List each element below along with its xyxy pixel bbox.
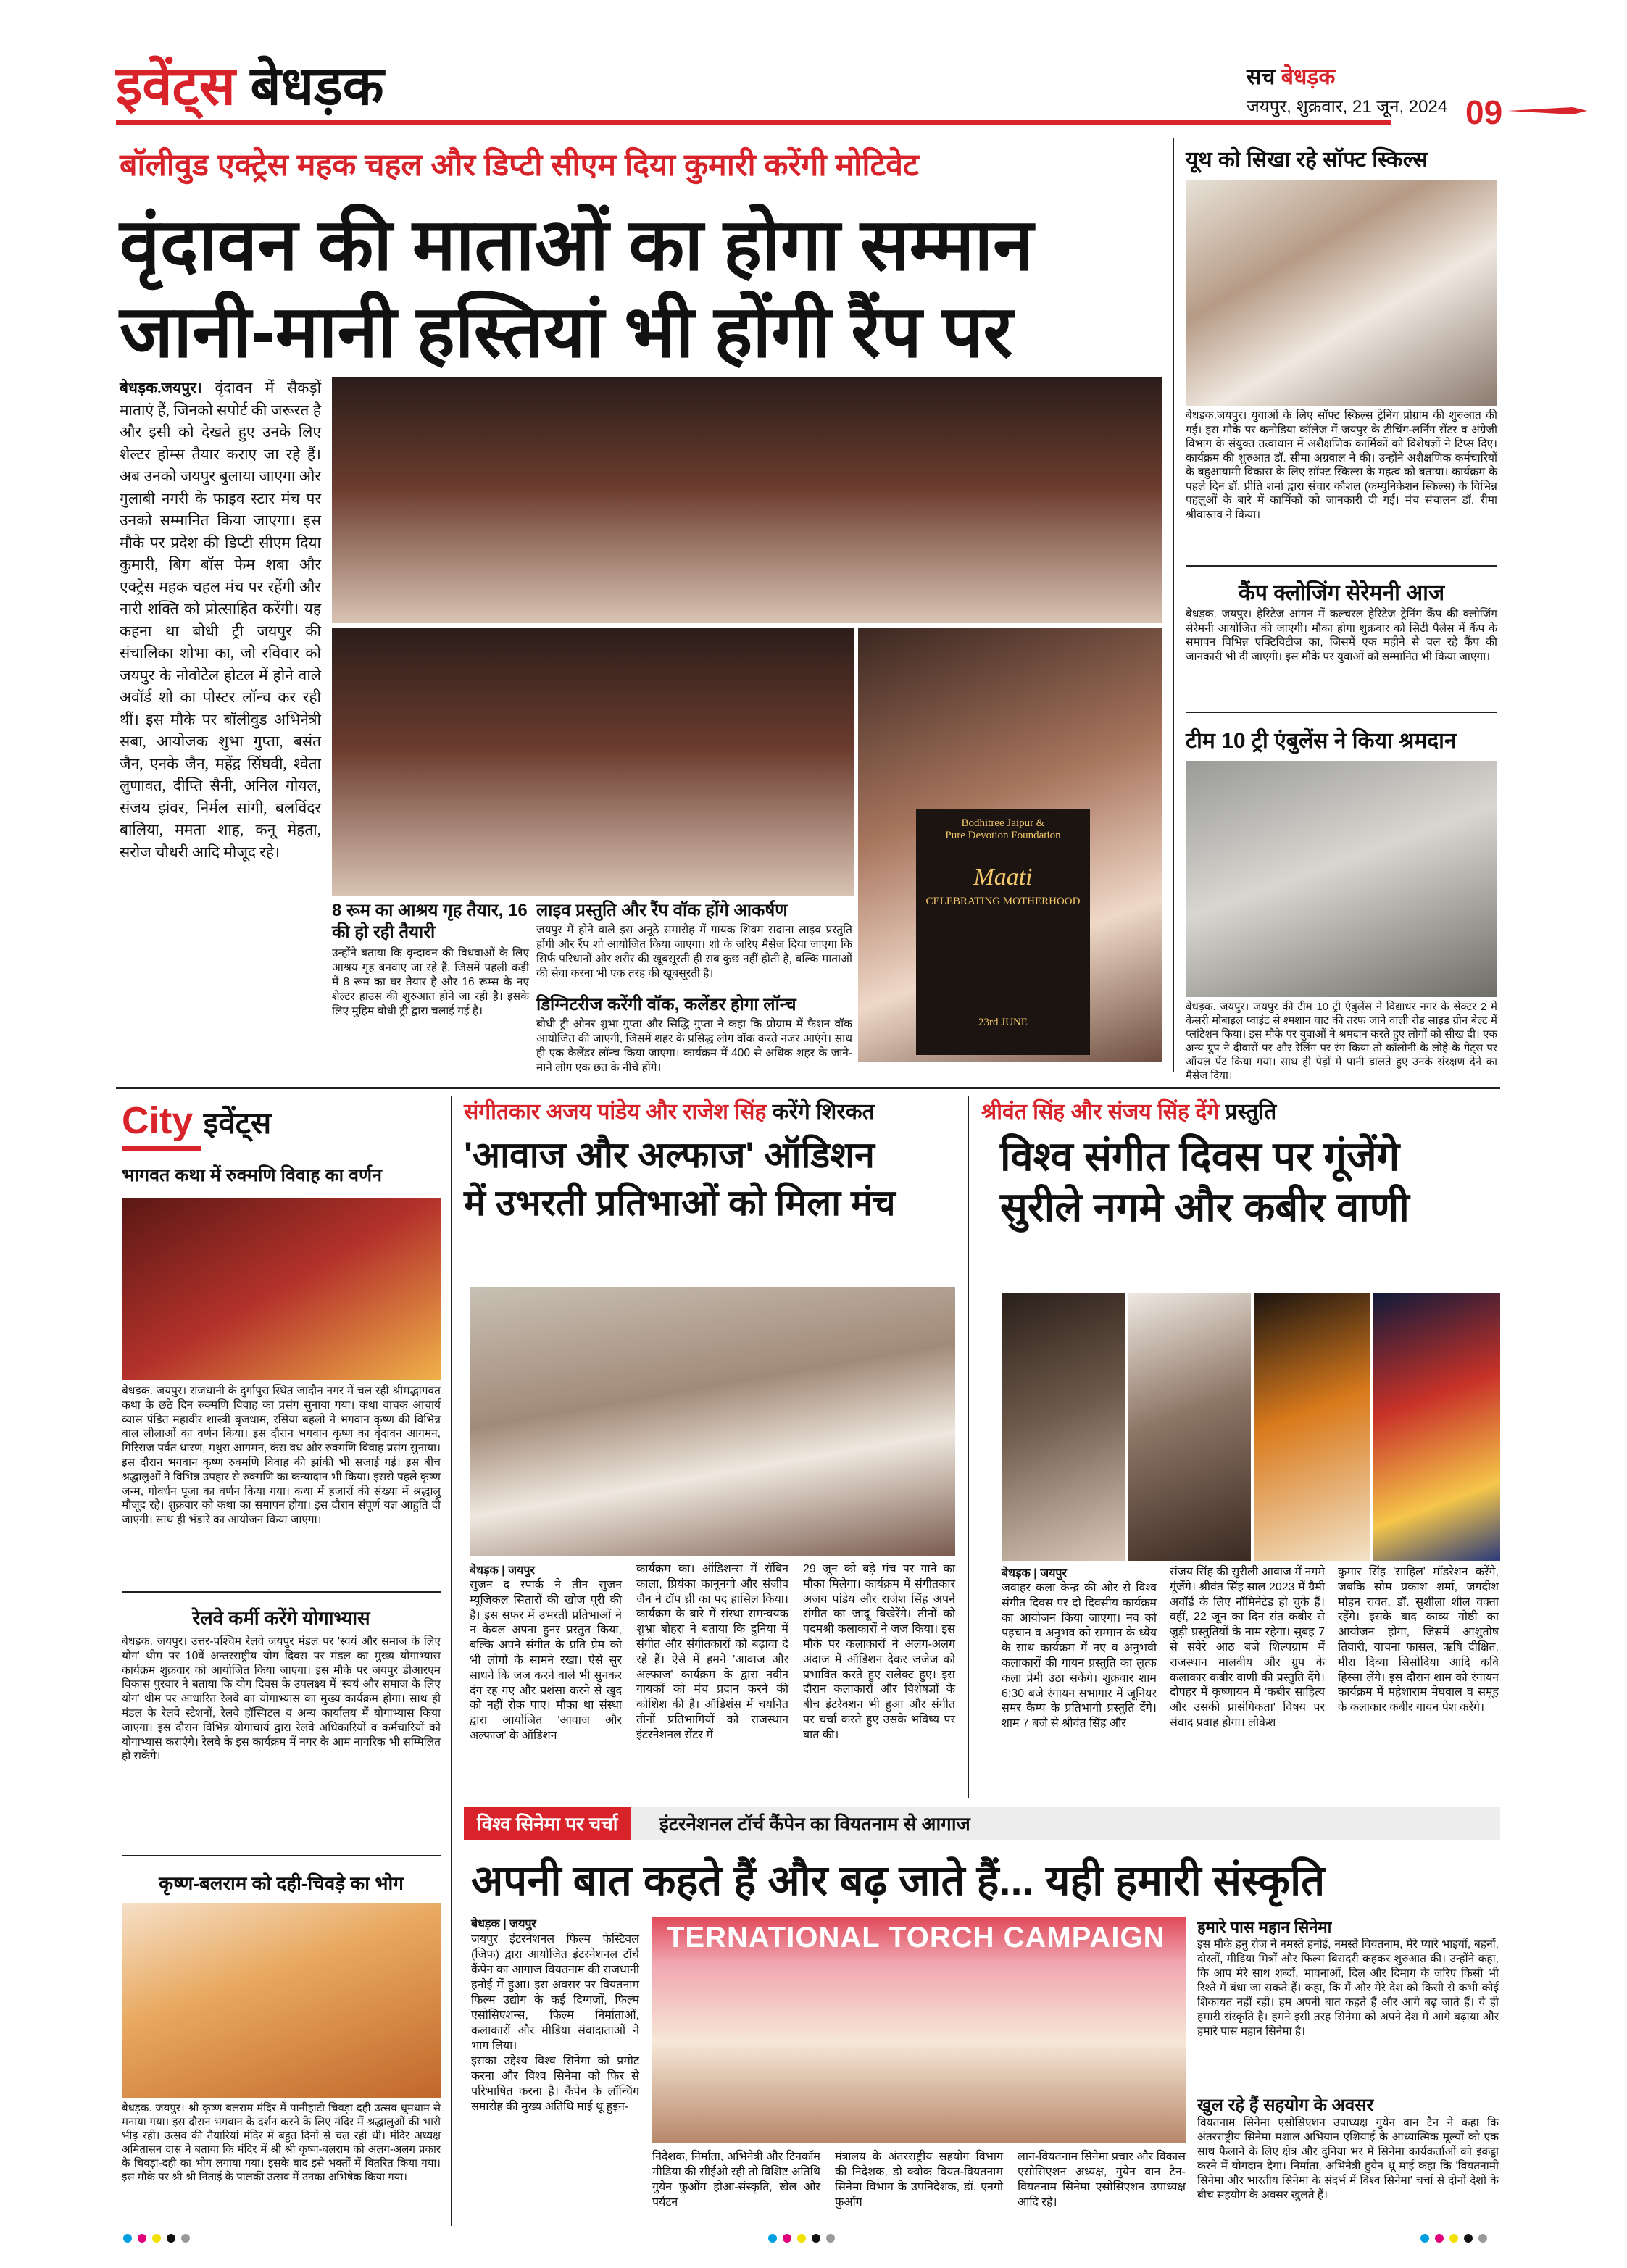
sidebar-story3-head: टीम 10 ट्री एंबुलेंस ने किया श्रमदान — [1186, 729, 1457, 753]
city-rule-2 — [122, 1855, 441, 1856]
city-story3-head: कृष्ण-बलराम को दही-चिवड़े का भोग — [159, 1872, 404, 1894]
audition-headline-line1: 'आवाज और अल्फाज' ऑडिशन — [464, 1135, 875, 1175]
lead-body: बेधड़क.जयपुर। वृंदावन में सैकड़ों माताएं हैं, जिनको सपोर्ट की जरूरत है और इसी को देखते हुए उनके लिए शेल्टर होम्स तैयार कराए जा रहे हैं। अब उनको जयपुर बुलाया जाएगा और गुलाबी नगरी के फाइव स्टार मंच पर उनको सम्मानित किया जाएगा। इस मौके पर प्रदेश की डिप्टी सीएम दिया कुमारी, बिग बॉस फेम शबा और एक्ट्रेस महक चहल मंच पर रहेंगी और नारी शक्ति को प्रोत्साहित करेंगी। यह कहना था बोधी ट्री जयपुर की संचालिका शोभा का, जो रविवार को जयपुर के नोवोटेल होटल में होने वाले अवॉर्ड शो का पोस्टर लॉन्च कर रही थीं। इस मौके पर बॉलीवुड अभिनेत्री सबा, आयोजक शुभा गुप्ता, बसंत जैन, एनके जैन, महेंद्र सिंघवी, श्वेता लुणावत, दीप्ति सैनी, अनिल गोयल, संजय झंवर, निर्मल सांगी, बलविंदर बालिया, ममता शाह, कनू मेहता, सरोज चौधरी आदि मौजूद रहे। — [120, 379, 322, 861]
city-divider — [451, 1096, 452, 2226]
cinema-strip — [464, 1807, 1500, 1840]
city-logo: City इवेंट्स — [122, 1100, 272, 1142]
sidebar-story3-body: बेधड़क. जयपुर। जयपुर की टीम 10 ट्री एंबुलेंस ने विद्याधर नगर के सेक्टर 2 में केसरी मोबाइल प्वाइंट से श्मशान घाट की तरफ जाने वाली रोड साइड ग्रीन बेल्ट में प्लांटेशन किया। इस मौके पर युवाओं ने श्रमदान करते हुए लोगों को सीख दी। एक अन्य ग्रुप ने दीवारों पर और रेलिंग पर रंग किया तो कॉलोनी के लोहे के गेट्स पर ऑयल पेंट किया गया। साथ ही पेड़ों में पानी डालते हुए उनके संरक्षण देने का मैसेज दिया। — [1186, 1001, 1497, 1082]
city-photo-bhog — [122, 1903, 441, 2098]
lead-headline-line2: जानी-मानी हस्तियां भी होंगी रैंप पर — [120, 291, 1013, 372]
section-title-part-b: बेधड़क — [250, 56, 384, 116]
audition-photo-group — [470, 1287, 955, 1556]
cinema-side-head-1: हमारे पास महान सिनेमा — [1197, 1918, 1332, 1936]
reg-dot-yellow — [152, 2234, 161, 2243]
cinema-side-body-1: इस मौके हनु रोज ने नमस्ते हनोई, नमस्ते वियतनाम, मेरे प्यारे भाइयों, बहनों, दोस्तों, मीडिया मित्रों और फिल्म बिरादरी कहकर शुरुआत की। उन्होंने कहा, कि आप मेरे साथ शब्दों, भावनाओं, दिल और दिमाग के जरिए किसी भी रिश्ते में बंधा जा सकते हैं। कहा, कि मैं और मेरे देश को किसी से कभी कोई शिकायत नहीं रही। हम अपनी बात कहते हैं और आगे बढ़ जाते हैं। ये ही हमारी संस्कृति है। हमने इसी तरह सिनेमा को अपने देश में आगे बढ़ाया और हमारे पास महान सिनेमा है। — [1197, 1938, 1499, 2038]
reg-dot-magenta — [138, 2234, 146, 2243]
cinema-body-col1b: इसका उद्देश्य विश्व सिनेमा को प्रमोट करना और विश्व सिनेमा को फिर से परिभाषित करना है। कैंपेन के लॉन्चिंग समारोह की मुख्य अतिथि माई थू हुइन- — [471, 2055, 639, 2113]
sidebar-rule-2 — [1186, 712, 1497, 713]
cinema-body-col3: मंत्रालय के अंतरराष्ट्रीय सहयोग विभाग की निदेशक, डो क्वोक वियत-वियतनाम सिनेमा विभाग के उपनिदेशक, डॉ. एनगो फुओंग — [835, 2151, 1003, 2209]
brand-name: सच बेधड़क — [1247, 65, 1336, 89]
sidebar-photo-cleanup — [1186, 761, 1497, 997]
audition-dateline: बेधड़क | जयपुर — [470, 1564, 535, 1577]
registration-marks-right — [1420, 2232, 1493, 2246]
dateline: जयपुर, शुक्रवार, 21 जून, 2024 — [1247, 97, 1448, 117]
cinema-side-body-2: वियतनाम सिनेमा एसोसिएशन उपाध्यक्ष गुयेन वान टैन ने कहा कि अंतरराष्ट्रीय सिनेमा मशाल अभियान एशियाई के आध्यात्मिक मूल्यों को एक साथ फैलाने के लिए क्षेत्र और दुनिया भर में सिनेमा कार्यकर्ताओं को इकट्ठा करने में योगदान देगा। निर्माता, अभिनेत्री हुयेन थू माई कहा कि 'वियतनामी सिनेमा और भारतीय सिनेमा के संदर्भ में विश्व सिनेमा' चर्चा से दोनों देशों के बीच सहयोग के अवसर खुलते हैं। — [1197, 2117, 1499, 2201]
cinema-dateline: बेधड़क | जयपुर — [471, 1918, 536, 1930]
city-story2-head: रेलवे कर्मी करेंगे योगाभ्यास — [192, 1607, 370, 1629]
sidebar-rule-1 — [1186, 565, 1497, 567]
lead-photo-group — [332, 628, 854, 896]
poster: Bodhitree Jaipur & Pure Devotion Foundation Maati CELEBRATING MOTHERHOOD 23rd JUNE — [916, 809, 1090, 1055]
city-logo-underline — [122, 1146, 201, 1151]
section-title — [116, 54, 384, 119]
audition-body-col3: 29 जून को बड़े मंच पर गाने का मौका मिलेगा। कार्यक्रम में संगीतकार अजय पांडेय और राजेश सिंह अपने संगीत का जादू बिखेरेंगे। तीनों को पदमश्री कलाकारों ने जज किया। इस मौके पर कलाकारों ने अलग-अलग अंदाज में ऑडिशन देकर जजेज को प्रभावित करते हुए सलेक्ट हुए। इस दौरान कलाकारों और विशेषज्ञों के बीच इंटरेक्शन भी हुआ और संगीत पर चर्चा करते हुए उसके भविष्य पर बात की। — [803, 1563, 955, 1741]
cinema-side-head-2: खुल रहे हैं सहयोग के अवसर — [1197, 2096, 1374, 2115]
city-story2-body: बेधड़क. जयपुर। उत्तर-पश्चिम रेलवे जयपुर मंडल पर 'स्वयं और समाज के लिए योग' थीम पर 10वें अन्तरराष्ट्रीय योग दिवस पर मंडल का मुख्य योगाभ्यास कार्यक्रम शुक्रवार को आयोजित किया जाएगा। इस मौके पर जयपुर डीआरएम विकास पुरवार ने बताया कि योग दिवस के उपलक्ष्य में 'स्वयं और समाज के लिए योग' थीम पर आधारित रेलवे का योगाभ्यास का मुख्य कार्यक्रम होगा। साथ ही मंडल के रेलवे स्टेशनों, रेलवे हॉस्पिटल व अन्य कार्यालय में योगाभ्यास किया जाएगा। इस दौरान विभिन्न योगाचार्य द्वारा रेलवे अधिकारियों व कर्मचारियों को योगाभ्यास कराएंगे। रेलवे के इस कार्यक्रम में नगर के आम नागरिक भी सम्मिलित हो सकेंगे। — [122, 1635, 441, 1763]
sidebar-story2-head: कैंप क्लोजिंग सेरेमनी आज — [1238, 581, 1445, 605]
sidebar-story2-body: बेधड़क. जयपुर। हेरिटेज आंगन में कल्चरल हेरिटेज ट्रेनिंग कैंप की क्लोजिंग सेरेमनी आयोजित की जाएगी। मौका होगा शुक्रवार को सिटी पैलेस में कैंप के समापन विभिन्न एक्टिविटीज का, जिसमें एक महीने से चल रहे कैंप की जानकारी भी दी जाएगी। इस मौके पर युवाओं को सम्मानित भी किया जाएगा। — [1186, 608, 1497, 663]
audition-body-col1: सुजन द स्पार्क ने तीन सुजन म्यूजिकल सितारों की खोज पूरी की है। इस सफर में उभरती प्रतिभाओं ने न केवल अपना हुनर प्रस्तुत किया, बल्कि अपने संगीत के प्रति प्रेम को भी लोगों के सामने रखा। ऐसे सुर साधने कि जज करने वाले भी सुनकर दंग रह गए और प्रशंसा करने से खुद को नहीं रोक पाए। मौका था संस्था द्वारा आयोजित 'आवाज और अल्फाज' के ऑडिशन — [470, 1579, 622, 1742]
section-rule-mid — [116, 1087, 1500, 1089]
lead-box-live: लाइव प्रस्तुति और रैंप वॉक होंगे आकर्षण जयपुर में होने वाले इस अनूठे समारोह में गायक शिवम सदाना लाइव प्रस्तुति होंगी और रैंप शो आयोजित किया जाएगा। शो के जरिए मैसेज दिया जाएगा कि सिर्फ परिधानों और शरीर की खूबसूरती ही सब कुछ नहीं होती है, बल्कि माताओं की सेवा करना भी एक तरह की खूबसूरती है। — [536, 901, 852, 980]
reg-dot-black — [167, 2234, 175, 2243]
musicday-body-col3: कुमार सिंह 'साहिल' मॉडरेशन करेंगे, जबकि सोम प्रकाश शर्मा, जगदीश मोहन रावत, डॉ. सुशीला शील वक्ता रहेंगे। इसके बाद काव्य गोष्ठी का आयोजन होगा, जिसमें आशुतोष तिवारी, याचना फासल, ऋषि दीक्षित, मीरा दिव्या सिसोदिया आदि कवि हिस्सा लेंगे। इस दौरान शाम को रंगायन कार्यक्रम में महेशाराम मेघवाल व समूह के कलाकार कबीर गायन पेश करेंगे। — [1338, 1566, 1499, 1714]
musicday-photo-2 — [1128, 1293, 1251, 1561]
musicday-photo-3 — [1254, 1293, 1370, 1561]
sidebar-story1-body: बेधड़क.जयपुर। युवाओं के लिए सॉफ्ट स्किल्स ट्रेनिंग प्रोग्राम की शुरुआत की गई। इस मौके पर कनोडिया कॉलेज में जयपुर के टीचिंग-लर्निंग सेंटर व अंग्रेजी विभाग के संयुक्त तत्वाधान में अशैक्षणिक कार्मिकों को विशेषज्ञों ने टिप्स दिए। कार्यक्रम की शुरुआत डॉ. सीमा अग्रवाल ने की। उन्होंने अशैक्षणिक कर्मचारियों के बहुआयामी विकास के लिए सॉफ्ट स्किल्स के महत्व को बताया। कार्यक्रम के पहले दिन डॉ. प्रीति शर्मा द्वारा संचार कौशल (कम्युनिकेशन स्किल्स) के विभिन्न पहलुओं के बारे में कार्मिकों को जानकारी दी गई। मंच संचालन डॉ. रीमा श्रीवास्तव ने किया। — [1186, 409, 1497, 521]
city-photo-katha — [122, 1198, 441, 1380]
city-rule-1 — [122, 1591, 441, 1593]
city-story3-body: बेधड़क. जयपुर। श्री कृष्ण बलराम मंदिर में पानीहाटी चिवड़ा दही उत्सव धूमधाम से मनाया गया। इस दौरान भगवान के दर्शन करने के लिए मंदिर में श्रद्धालुओं की भारी भीड़ रही। उत्सव की तैयारियां मंदिर में बहुत दिनों से चल रही थी। मंदिर अध्यक्ष अमितासन दास ने बताया कि मंदिर में श्री श्री कृष्ण-बलराम को अलग-अलग प्रकार के चिवड़ा-दही का भोग लगाया गया। इसके बाद इसे भक्तों में वितरित किया गया। इस मौके पर श्री श्री निताई के पालकी उत्सव में उनका अभिषेक किया गया। — [122, 2102, 441, 2183]
registration-marks-center — [768, 2232, 841, 2246]
section-title-part-a: इवेंट्स — [116, 56, 236, 116]
musicday-photo-4 — [1373, 1293, 1500, 1561]
musicday-photo-1 — [1002, 1293, 1125, 1561]
musicday-headline-line1: विश्व संगीत दिवस पर गूंजेंगे — [1000, 1133, 1400, 1179]
lead-photo-actress-poster — [858, 628, 1162, 1062]
cinema-body-col2: निदेशक, निर्माता, अभिनेत्री और टिनकॉम मीडिया की सीईओ रही तो विशिष्ट अतिथि गुयेन फुओंग होआ-संस्कृति, खेल और पर्यटन — [652, 2151, 820, 2209]
masthead-rule — [116, 120, 1391, 125]
cinema-body-col4: लान-वियतनाम सिनेमा प्रचार और विकास एसोसिएशन अध्यक्ष, गुयेन वान टैन-वियतनाम सिनेमा एसोसिएशन उपाध्यक्ष आदि रहे। — [1018, 2151, 1186, 2209]
lead-box-shelter: 8 रूम का आश्रय गृह तैयार, 16 की हो रही तैयारी उन्होंने बताया कि वृन्दावन की विधवाओं के लिए आश्रय गृह बनवाए जा रहे हैं, जिसमें पहली कड़ी में 8 रूम का घर तैयार है और 16 रूम्स के नए शेल्टर हाउस की शुरुआत होने जा रही है। इसके लिए मुहिम बोधी ट्री द्वारा चलाई गई है। — [332, 901, 529, 1017]
reg-dot-cyan — [123, 2234, 132, 2243]
lead-kicker: बॉलीवुड एक्ट्रेस महक चहल और डिप्टी सीएम दिया कुमारी करेंगी मोटिवेट — [120, 148, 919, 183]
lead-headline-line1: वृंदावन की माताओं का होगा सम्मान — [120, 204, 1033, 285]
audition-headline-line2: में उभरती प्रतिभाओं को मिला मंच — [464, 1183, 896, 1223]
city-story1-head: भागवत कथा में रुक्मणि विवाह का वर्णन — [122, 1165, 382, 1185]
cinema-body-col1: जयपुर इंटरनेशनल फिल्म फेस्टिवल (जिफ) द्वारा आयोजित इंटरनेशनल टॉर्च कैंपेन का आगाज वियतनाम की राजधानी हनोई में हुआ। इस अवसर पर वियतनाम फिल्म उद्योग के कई दिग्गजों, फिल्म एसोसिएशन्स, फिल्म निर्माताओं, कलाकारों और मीडिया संवादाताओं ने भाग लिया। — [471, 1933, 639, 2052]
cinema-tag: विश्व सिनेमा पर चर्चा — [464, 1807, 631, 1840]
sidebar-story1-head: यूथ को सिखा रहे सॉफ्ट स्किल्स — [1186, 148, 1428, 172]
page-number: 09 — [1465, 93, 1503, 131]
cinema-kicker: इंटरनेशनल टॉर्च कैंपेन का वियतनाम से आगाज — [659, 1813, 970, 1835]
city-story1-body: बेधड़क. जयपुर। राजधानी के दुर्गापुरा स्थित जादौन नगर में चल रही श्रीमद्भागवत कथा के छठे दिन रुक्मणि विवाह का प्रसंग सुनाया गया। कथा वाचक आचार्य व्यास पंडित महावीर शास्त्री बृजधाम, रसिया बहलो ने भगवान कृष्ण की विभिन्न बाल लीलाओं का वर्णन किया। इस दौरान भगवान कृष्ण का वृंदावन आगमन, गिरिराज पर्वत धारण, मथुरा आगमन, कंस वध और रुक्मणि विवाह प्रसंग सुनाया। इस दौरान भगवान कृष्ण रुक्मणि विवाह की झांकी भी सजाई गई। इस बीच श्रद्धालुओं ने विभिन्न उपहार से रुक्मणि का कन्यादान भी किया। इससे पहले कृष्ण जन्म, गोवर्धन पूजा का वर्णन किया गया। कथा में हजारों की संख्या में श्रद्धालु मौजूद रहे। शुक्रवार को कथा का समापन होगा। इस दौरान संपूर्ण यज्ञ आहुति दी जाएगी। साथ ही भंडारे का आयोजन किया जाएगा। — [122, 1385, 441, 1527]
lead-box-calendar: डिग्निटरीज करेंगी वॉक, कलेंडर होगा लॉन्च बोधी ट्री ओनर शुभा गुप्ता और सिद्धि गुप्ता ने कहा कि प्रोग्राम में फैशन वॉक आयोजित की जाएगी, जिसमें शहर के प्रसिद्ध लोग वॉक करते नजर आएंगे। साथ ही एक कैलेंडर लॉन्च किया जाएगा। कार्यक्रम में 400 से अधिक शहर के जाने-माने लोग एक छत के नीचे होंगे। — [536, 995, 852, 1074]
cinema-headline: अपनी बात कहते हैं और बढ़ जाते हैं... यही हमारी संस्कृति — [471, 1857, 1326, 1904]
lead-photo-poster-launch — [332, 377, 1162, 623]
musicday-body-col1: जवाहर कला केन्द्र की ओर से विश्व संगीत दिवस पर दो दिवसीय कार्यक्रम का आयोजन किया जाएगा। नव को पहचान व अनुभव को सम्मान के ध्येय के साथ कार्यक्रम में नए व अनुभवी कलाकारों की गायन प्रस्तुति का लुत्फ कला प्रेमी उठा सकेंगे। शुक्रवार शाम 6:30 बजे रंगायन सभागार में जूनियर समर कैम्प के प्रतिभागी प्रस्तुति देंगे। शाम 7 बजे से श्रीवंत सिंह और — [1002, 1582, 1157, 1730]
pen-nib-icon — [1507, 104, 1587, 113]
musicday-dateline: बेधड़क | जयपुर — [1002, 1567, 1067, 1580]
sidebar-photo-classroom — [1186, 180, 1497, 406]
musicday-kicker: श्रीवंत सिंह और संजय सिंह देंगे प्रस्तुति — [981, 1100, 1277, 1124]
sidebar-divider — [1173, 138, 1174, 1072]
musicday-body-col2: संजय सिंह की सुरीली आवाज में नगमे गूंजेंगे। श्रीवंत सिंह साल 2023 में ग्रैमी अवॉर्ड के लिए नॉमिनेटेड हो चुके हैं। वहीं, 22 जून का दिन संत कबीर से जुड़ी प्रस्तुतियों के नाम रहेगा। सुबह 7 से सवेरे आठ बजे शिल्पग्राम में राजस्थान मालवीय और ग्रुप के कलाकार कबीर वाणी की प्रस्तुति देंगे। दोपहर में कृष्णायन में 'कबीर साहित्य और उसकी प्रासंगिकता' विषय पर संवाद प्रवाह होगा। लोकेश — [1170, 1566, 1325, 1729]
audition-divider — [968, 1096, 969, 1798]
cinema-banner-text: TERNATIONAL TORCH CAMPAIGN — [667, 1922, 1165, 1954]
registration-marks-left — [123, 2232, 196, 2246]
musicday-headline-line2: सुरीले नगमे और कबीर वाणी — [1000, 1184, 1410, 1230]
audition-kicker: संगीतकार अजय पांडेय और राजेश सिंह करेंगे शिरकत — [464, 1100, 875, 1124]
audition-body-col2: कार्यक्रम का। ऑडिशन्स में रॉबिन काला, प्रियंका कानूनगो और संजीव जैन ने टॉप थ्री का पद हासिल किया। कार्यक्रम के बारे में संस्था समन्वयक शुभ्रा बोहरा ने बताया कि दुनिया में संगीत और संगीतकारों को बढ़ावा दे रहे हैं। ऐसे में हमने 'आवाज और अल्फाज' कार्यक्रम के द्वारा नवीन गायकों को मंच प्रदान करने की कोशिश की है। ऑडिशंस में चयनित तीनों प्रतिभागियों को राजस्थान इंटरनेशनल सेंटर में — [636, 1563, 788, 1741]
reg-dot-gray — [181, 2234, 190, 2243]
cinema-photo-panel — [652, 1917, 1186, 2143]
